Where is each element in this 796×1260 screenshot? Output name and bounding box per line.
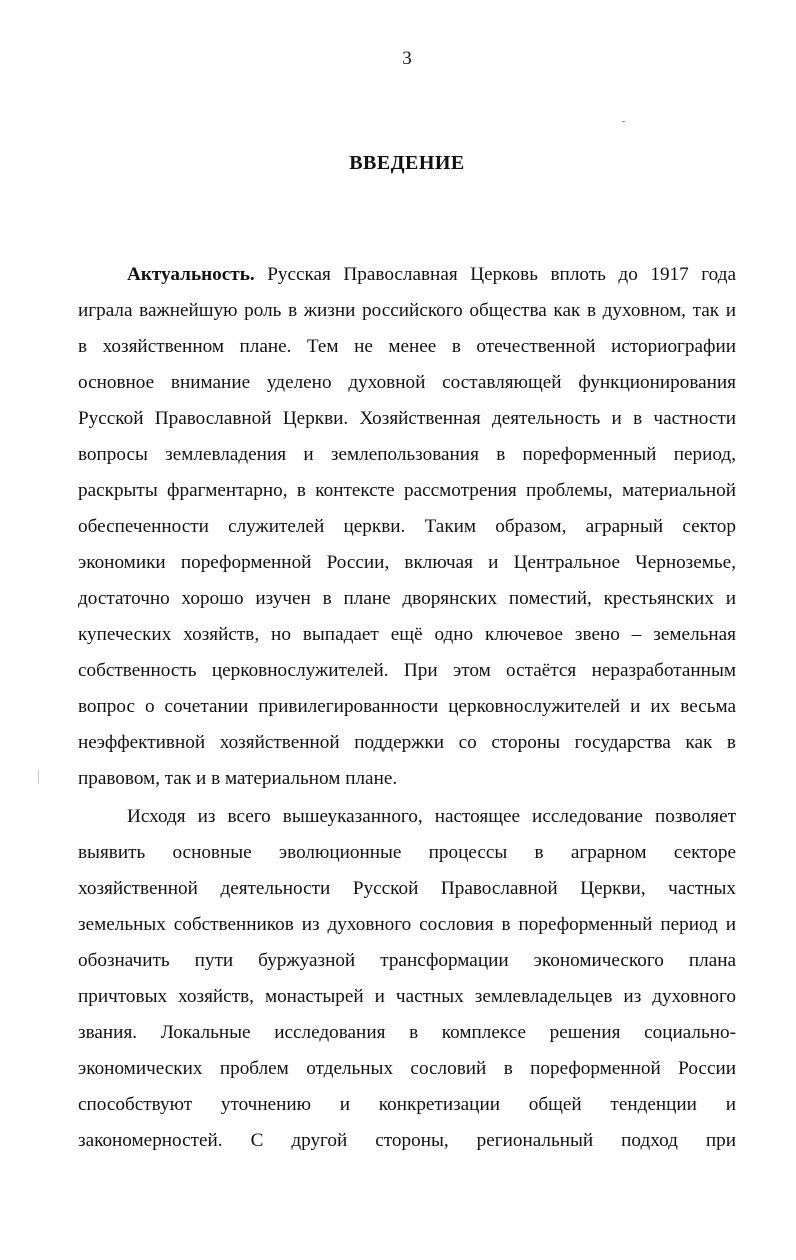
section-heading: ВВЕДЕНИЕ [349, 152, 465, 174]
paragraph-line: раскрыты фрагментарно, в контексте рассмотрения проблемы, материальной [78, 480, 736, 501]
paragraph-line: Исходя из всего вышеуказанного, настоящее исследование позволяет [127, 806, 736, 827]
paragraph-line: неэффективной хозяйственной поддержки со стороны государства как в [78, 732, 736, 753]
paragraph-line: хозяйственной деятельности Русской Православной Церкви, частных [78, 878, 736, 899]
paragraph-line: Русской Православной Церкви. Хозяйственная деятельность и в частности [78, 408, 736, 429]
paragraph-line: достаточно хорошо изучен в плане дворянских поместий, крестьянских и [78, 588, 736, 609]
scan-speck [622, 121, 625, 122]
paragraph-line: земельных собственников из духовного сословия в пореформенный период и [78, 914, 736, 935]
relevance-lead: Актуальность. [127, 264, 255, 285]
paragraph-line: собственность церковнослужителей. При этом остаётся неразработанным [78, 660, 736, 681]
scan-margin-mark [38, 770, 39, 784]
paragraph-line: экономики пореформенной России, включая и Центральное Черноземье, [78, 552, 736, 573]
paragraph-line: закономерностей. С другой стороны, региональный подход при [78, 1130, 736, 1151]
paragraph-line: способствуют уточнению и конкретизации общей тенденции и [78, 1094, 736, 1115]
paragraph-line: вопросы землевладения и землепользования в пореформенный период, [78, 444, 736, 465]
paragraph-line: экономических проблем отдельных сословий в пореформенной России [78, 1058, 736, 1079]
paragraph-line: играла важнейшую роль в жизни российского общества как в духовном, так и [78, 300, 736, 321]
paragraph-line: обеспеченности служителей церкви. Таким образом, аграрный сектор [78, 516, 736, 537]
paragraph-line: выявить основные эволюционные процессы в аграрном секторе [78, 842, 736, 863]
paragraph-line: звания. Локальные исследования в комплексе решения социально- [78, 1022, 736, 1043]
paragraph-line: купеческих хозяйств, но выпадает ещё одно ключевое звено – земельная [78, 624, 736, 645]
paragraph-line: в хозяйственном плане. Тем не менее в отечественной историографии [78, 336, 736, 357]
page-number: 3 [402, 48, 412, 69]
paragraph-line: причтовых хозяйств, монастырей и частных землевладельцев из духовного [78, 986, 736, 1007]
paragraph-line: основное внимание уделено духовной составляющей функционирования [78, 372, 736, 393]
paragraph-line: правовом, так и в материальном плане. [78, 768, 398, 789]
paragraph-line: Актуальность. Русская Православная Церковь вплоть до 1917 года [127, 264, 736, 285]
paragraph-line: обозначить пути буржуазной трансформации экономического плана [78, 950, 736, 971]
paragraph-line: вопрос о сочетании привилегированности церковнослужителей и их весьма [78, 696, 736, 717]
